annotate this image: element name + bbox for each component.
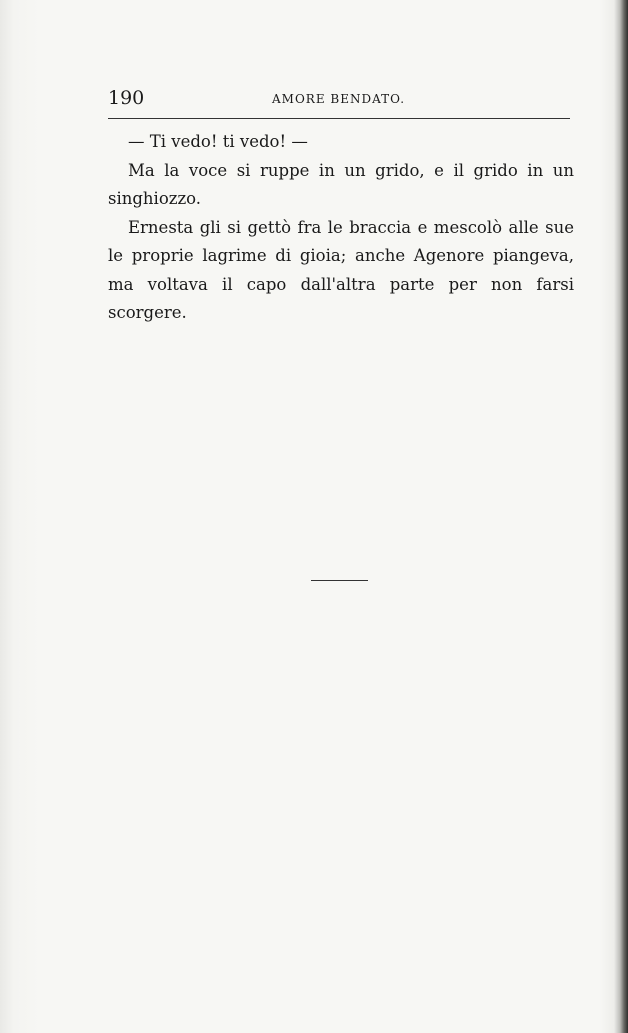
running-head: AMORE BENDATO. bbox=[272, 92, 406, 106]
paragraph-embrace: Ernesta gli si gettò fra le braccia e mescolò alle sue le proprie lagrime di gioia; anche Agenore piangeva, ma voltava il capo dall'altra parte per non farsi scorgere. bbox=[108, 217, 574, 322]
paragraph-cry: Ma la voce si ruppe in un grido, e il grido in un singhiozzo. bbox=[108, 160, 574, 208]
body-text bbox=[108, 128, 574, 328]
page-number: 190 bbox=[108, 87, 145, 109]
end-rule bbox=[311, 580, 368, 581]
header-rule bbox=[108, 118, 570, 119]
paragraph-dialogue: — Ti vedo! ti vedo! — bbox=[128, 132, 308, 151]
page-header bbox=[108, 86, 570, 112]
